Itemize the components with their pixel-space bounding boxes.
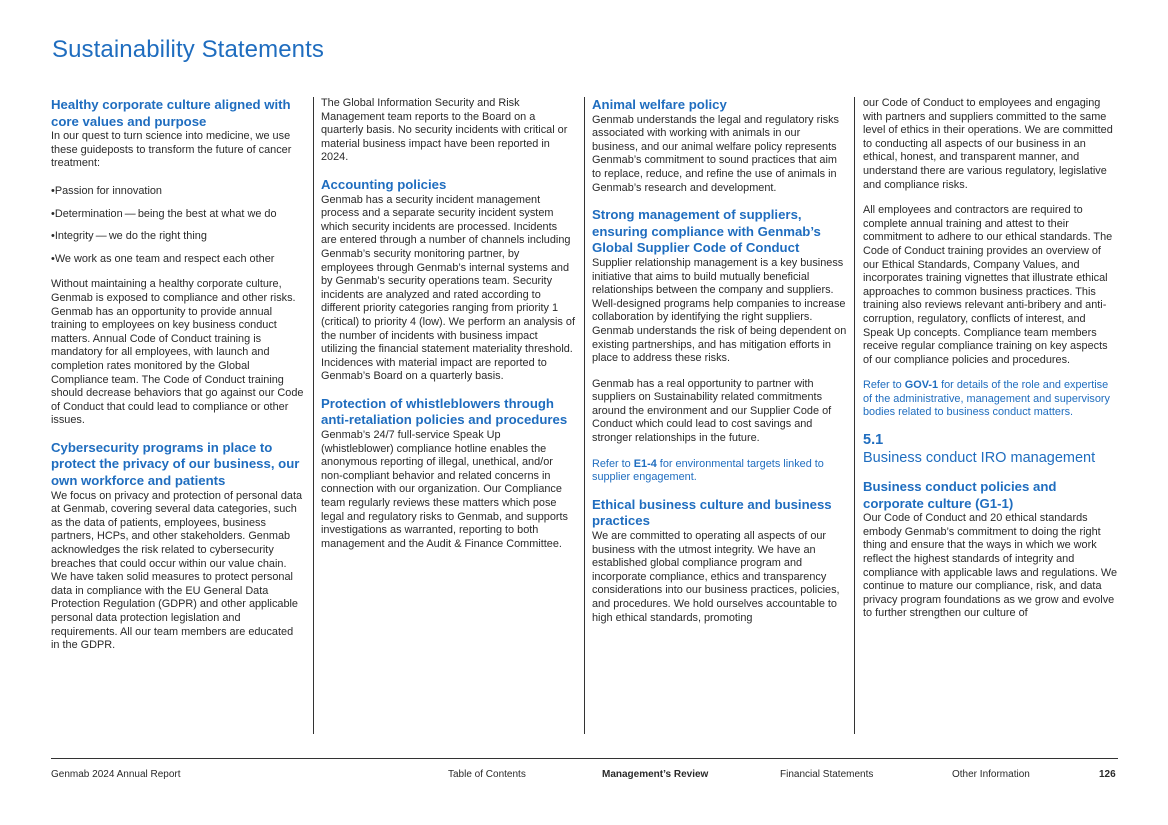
column-divider <box>854 97 855 734</box>
paragraph: In our quest to turn science into medicine, we use these guideposts to transform the future of cancer treatment: <box>51 130 292 170</box>
reference-link-e1-4[interactable]: E1-4 <box>633 457 657 470</box>
paragraph: Genmab’s 24/7 full-service Speak Up (whistleblower) compliance hotline enables the anonymous reporting of illegal, unethical, and/or non-compliant behavior and related concerns in connection with our organization. Our Compliance team regularly reviews these matters which pose legal and regulatory risks to Genmab, and supports investigations as warranted, reporting to both management and the Audit & Finance Committee. <box>321 429 568 550</box>
paragraph: We focus on privacy and protection of personal data at Genmab, covering several data categories, such as the data of patients, employees, business partners, HCPs, and other stakeholders. Genmab acknowledges the risk related to cybersecurity breaches that could occur within our value chain. We have taken solid measures to protect personal data in compliance with the EU General Data Protection Regulation (GDPR) and other applicable personal data protection legislation and requirements. All our team members are educated in the GDPR. <box>51 489 303 652</box>
list-item: • Passion for innovation <box>51 185 304 199</box>
column-2 <box>321 97 575 563</box>
footer-link-managements-review[interactable]: Management’s Review <box>602 769 709 780</box>
paragraph: The Global Information Security and Risk Management team reports to the Board on a quarterly basis. No security incidents with critical or material business impact have been reported in 2024. <box>321 97 568 164</box>
heading-animal-welfare: Animal welfare policy <box>592 97 727 112</box>
column-divider <box>584 97 585 734</box>
footer-link-financial-statements[interactable]: Financial Statements <box>780 769 874 780</box>
reference-suffix: for environmental targets linked to supplier engagement. <box>592 457 824 484</box>
paragraph: Our Code of Conduct and 20 ethical standards embody Genmab’s commitment to doing the right thing and ensure that the ways in which we work reflect the highest standards of integrity and compliance with applicable laws and regulations. We continue to mature our compliance, risk, and data privacy program foundations as we grow and evolve to further strengthen our culture of <box>863 512 1118 620</box>
paragraph: our Code of Conduct to employees and engaging with partners and suppliers committed to the same level of ethics in their operations. We are committed to conducting all aspects of our business in an ethical, honest, and transparent manner, and understand there are various regulatory, legislative and compliance risks. <box>863 97 1113 191</box>
column-3 <box>592 97 848 637</box>
reference-note <box>863 379 1119 420</box>
heading-whistleblowers: Protection of whistleblowers through anti-retaliation policies and procedures <box>321 395 568 428</box>
paragraph: Genmab understands the legal and regulatory risks associated with working with animals in our business, and our animal welfare policy represents Genmab’s commitment to sound practices that aim to replace, reduce, and refine the use of animals in Genmab’s research and development. <box>592 113 839 194</box>
heading-corporate-culture: Healthy corporate culture aligned with core values and purpose <box>51 97 291 129</box>
footer-divider <box>51 758 1118 759</box>
heading-suppliers: Strong management of suppliers, ensuring compliance with Genmab’s Global Supplier Code of Conduct <box>592 207 821 256</box>
section-number: 5.1 <box>863 432 884 449</box>
footer-link-other-information[interactable]: Other Information <box>952 769 1030 780</box>
paragraph: Without maintaining a healthy corporate culture, Genmab is exposed to compliance and other risks. Genmab has an opportunity to provide annual training to employees on key business conduct matters. Annual Code of Conduct training is mandatory for all employees, with launch and completion rates monitored by the Global Compliance team. The Code of Conduct training should decrease behaviors that go against our Code of Conduct that could lead to compliance or other issues. <box>51 278 304 427</box>
footer-link-table-of-contents[interactable]: Table of Contents <box>448 769 526 780</box>
column-4 <box>863 97 1119 633</box>
reference-note <box>592 458 848 485</box>
page-number: 126 <box>1099 769 1116 780</box>
paragraph: All employees and contractors are required to complete annual training and attest to their commitment to adhere to our ethical standards. The Code of Conduct training provides an overview of our Ethical Standards, Company Values, and incorporates training vignettes that illustrate ethical approaches to common business practices. This training also reviews relevant anti-bribery and anti-corruption, regulatory, conflicts of interest, and Speak Up concepts. Compliance team members receive regular compliance training on key aspects of our compliance policies and procedures. <box>863 204 1113 366</box>
list-item: • We work as one team and respect each other <box>51 253 304 267</box>
column-divider <box>313 97 314 734</box>
paragraph: We are committed to operating all aspects of our business with the utmost integrity. We have an established global compliance program and incorporate compliance, ethics and transparency considerations into our business practices, policies, and procedures. We hold ourselves accountable to high ethical standards, promoting <box>592 530 840 624</box>
list-item: • Integrity — we do the right thing <box>51 230 304 244</box>
paragraph: Genmab has a real opportunity to partner with suppliers on Sustainability related commitments around the environment and our Supplier Code of Conduct which could lead to cost savings and stronger relationships in the future. <box>592 377 832 445</box>
list-item: • Determination — being the best at what we do <box>51 208 304 222</box>
section-title: Business conduct IRO management <box>863 450 1096 467</box>
reference-link-gov-1[interactable]: GOV-1 <box>904 379 939 392</box>
guideposts-list <box>51 185 304 266</box>
footer-report-name: Genmab 2024 Annual Report <box>51 769 181 780</box>
heading-business-conduct-policies: Business conduct policies and corporate culture (G1-1) <box>863 479 1057 511</box>
reference-prefix: Refer to <box>592 457 634 470</box>
heading-accounting-policies: Accounting policies <box>321 176 447 192</box>
column-1 <box>51 97 304 665</box>
paragraph: Genmab has a security incident management process and a separate security incident system which security incidents are processed. Incidents are entered through a number of channels including Genmab’s security monitoring partner, by employees through Genmab’s internal systems and by Genmab’s security operations team. Security incidents are analyzed and rated according to different priority categories ranging from priority 1 (critical) to priority 4 (low). We perform an analysis of the number of incidents with business impact utilizing the financial statement materiality threshold. Incidences with material impact are reported to Genmab’s Board on a quarterly basis. <box>321 193 575 383</box>
heading-ethical-culture: Ethical business culture and business practices <box>592 496 832 529</box>
reference-prefix: Refer to <box>863 379 905 392</box>
reference-suffix: for details of the role and expertise of the administrative, management and supervisory bodies related to business conduct matters. <box>863 379 1110 419</box>
paragraph: Supplier relationship management is a key business initiative that aims to build mutually beneficial relationships between the company and suppliers. Well-designed programs help companies to increase collaboration by identifying the right suppliers. Genmab understands the risk of being dependent on existing partnerships, and has mitigation efforts in place to address these risks. <box>592 256 847 365</box>
page-title: Sustainability Statements <box>52 36 324 63</box>
heading-cybersecurity: Cybersecurity programs in place to protect the privacy of our business, our own workforce and patients <box>51 439 300 489</box>
